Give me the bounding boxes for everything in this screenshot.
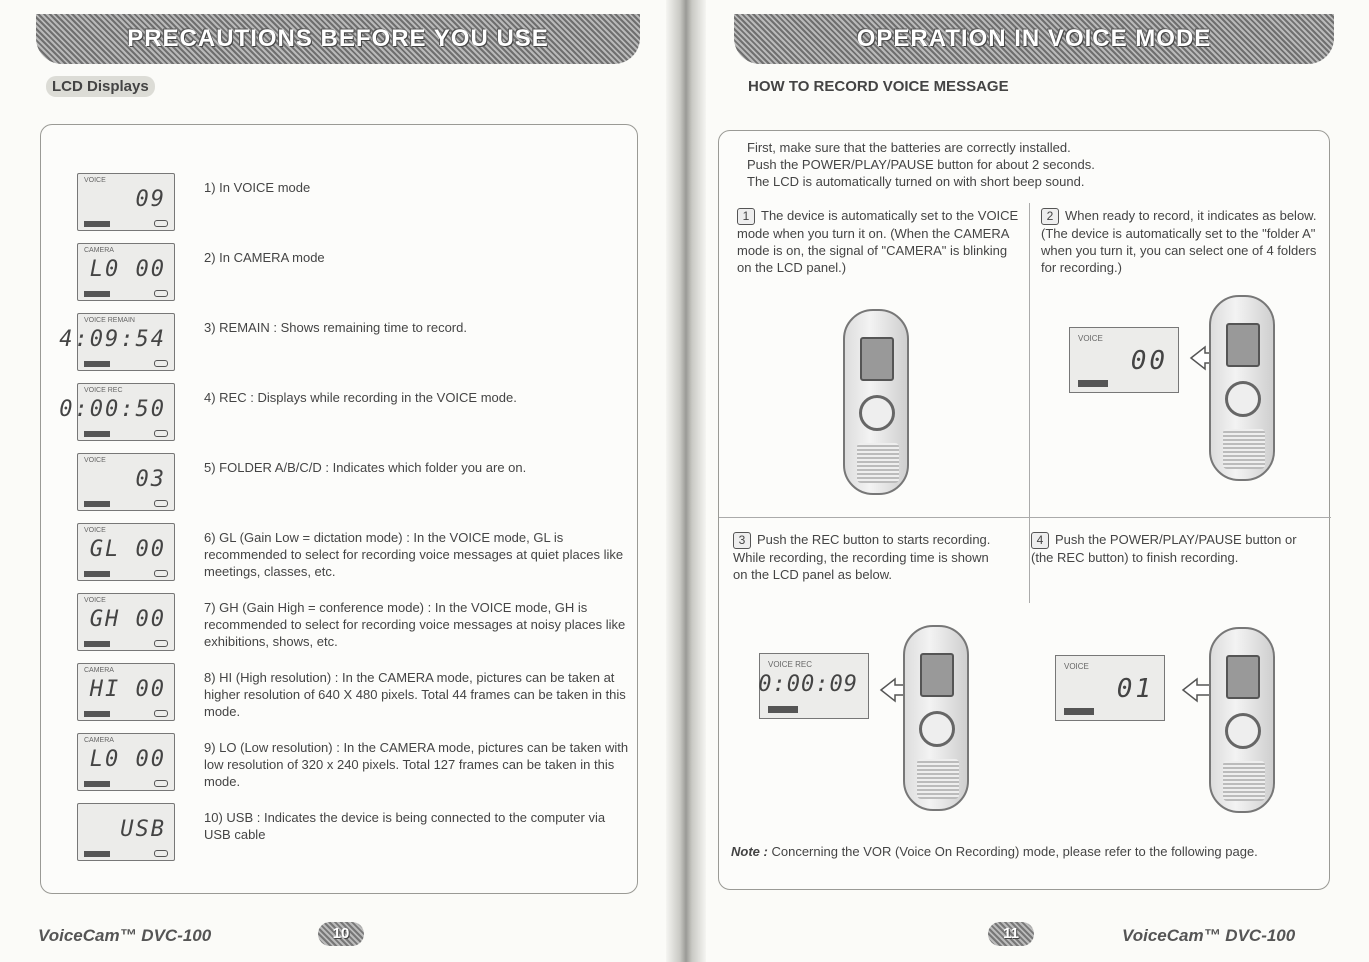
step-4-lcd	[1055, 655, 1165, 721]
device-speaker-grill	[1223, 429, 1265, 469]
lcd-folder-indicator	[84, 711, 110, 717]
lcd-display-icon	[77, 243, 175, 301]
step-3-lcd	[759, 653, 869, 719]
lcd-description: 10) USB : Indicates the device is being connected to the computer via USB cable	[204, 810, 606, 842]
lcd-folder-indicator	[84, 571, 110, 577]
right-page-number: 11	[988, 922, 1034, 946]
lcd-gain-indicator	[154, 640, 168, 647]
lcd-folder-indicator	[84, 361, 110, 367]
lcd-folder-indicator	[84, 781, 110, 787]
lcd-mode-label: VOICE	[84, 597, 106, 604]
lcd-description: 4) REC : Displays while recording in the VOICE mode.	[204, 390, 517, 405]
lcd-gain-indicator	[154, 360, 168, 367]
note-label: Note :	[731, 844, 768, 859]
lcd-list-box	[40, 124, 638, 894]
lcd-display-icon	[77, 173, 175, 231]
left-banner	[36, 14, 640, 64]
step-3-text: Push the REC button to starts recording. While recording, the recording time is shown on the LCD panel as below.	[733, 532, 991, 582]
lcd-displays-heading: LCD Displays	[46, 76, 155, 97]
lcd-digits: USB	[120, 817, 166, 842]
lcd-folder-indicator	[84, 501, 110, 507]
lcd-display-icon	[59, 383, 175, 441]
lcd-mode-label: VOICE	[84, 457, 106, 464]
step-3-number: 3	[733, 532, 751, 549]
step-3-lcd-digits: 0:00:09	[758, 672, 858, 697]
lcd-display-icon	[77, 453, 175, 511]
lcd-display-item	[41, 593, 641, 655]
lcd-digits: HI 00	[89, 677, 166, 702]
lcd-mode-label: CAMERA	[84, 737, 114, 744]
note	[731, 843, 1311, 860]
lcd-digits: GH 00	[89, 607, 166, 632]
lcd-display-item	[41, 173, 641, 235]
lcd-display-item	[41, 663, 641, 725]
note-text: Concerning the VOR (Voice On Recording) mode, please refer to the following page.	[771, 844, 1258, 859]
device-screen	[920, 653, 954, 697]
lcd-display-icon	[77, 803, 175, 861]
lcd-gain-indicator	[154, 290, 168, 297]
step-3-lcd-label: VOICE REC	[768, 660, 813, 669]
lcd-gain-indicator	[154, 570, 168, 577]
lcd-display-icon	[77, 593, 175, 651]
lcd-description: 8) HI (High resolution) : In the CAMERA mode, pictures can be taken at higher resolution of 640 X 480 pixels. Total 44 frames can be taken in this mode.	[204, 670, 626, 719]
lcd-gain-indicator	[154, 500, 168, 507]
step-4-number: 4	[1031, 532, 1049, 549]
device-screen	[860, 337, 894, 381]
lcd-digits: 03	[135, 467, 166, 492]
device-control-wheel	[1225, 713, 1261, 749]
lcd-mode-label: CAMERA	[84, 247, 114, 254]
lcd-display-item	[41, 453, 641, 515]
lcd-mode-label: VOICE REC	[84, 387, 123, 394]
left-brand: VoiceCam™ DVC-100	[38, 926, 212, 945]
lcd-gain-indicator	[154, 780, 168, 787]
lcd-folder-indicator	[84, 291, 110, 297]
device-speaker-grill	[857, 443, 899, 483]
lcd-mode-label: VOICE	[84, 177, 106, 184]
lcd-mode-label: VOICE REMAIN	[84, 317, 135, 324]
lcd-digits: GL 00	[89, 537, 166, 562]
step-2-lcd	[1069, 327, 1179, 393]
right-banner-title: OPERATION IN VOICE MODE	[856, 25, 1212, 52]
intro-line-2: Push the POWER/PLAY/PAUSE button for about 2 seconds.	[747, 157, 1095, 172]
lcd-digits: 4:09:54	[59, 327, 166, 352]
intro-line-3: The LCD is automatically turned on with short beep sound.	[747, 174, 1085, 189]
intro-line-1: First, make sure that the batteries are correctly installed.	[747, 140, 1071, 155]
left-banner-title: PRECAUTIONS BEFORE YOU USE	[127, 25, 549, 52]
record-voice-heading: HOW TO RECORD VOICE MESSAGE	[748, 78, 1009, 95]
left-page	[0, 0, 680, 962]
device-control-wheel	[919, 711, 955, 747]
lcd-digits: L0 00	[89, 257, 166, 282]
lcd-display-item	[41, 243, 641, 305]
lcd-display-icon	[59, 313, 175, 371]
lcd-digits: L0 00	[89, 747, 166, 772]
lcd-mode-label: VOICE	[84, 527, 106, 534]
left-page-number: 10	[318, 922, 364, 946]
lcd-display-item	[41, 313, 641, 375]
device-screen	[1226, 655, 1260, 699]
lcd-description: 1) In VOICE mode	[204, 180, 311, 195]
device-speaker-grill	[1223, 761, 1265, 801]
lcd-description: 6) GL (Gain Low = dictation mode) : In the VOICE mode, GL is recommended to select for recording voice messages at quiet places like meetings, classes, etc.	[204, 530, 624, 579]
lcd-description: 5) FOLDER A/B/C/D : Indicates which folder you are on.	[204, 460, 527, 475]
step-divider-vertical	[1029, 203, 1030, 603]
device-control-wheel	[859, 395, 895, 431]
folder-indicator	[1064, 708, 1094, 715]
device-control-wheel	[1225, 381, 1261, 417]
lcd-description: 2) In CAMERA mode	[204, 250, 325, 265]
intro-text	[747, 139, 1307, 190]
lcd-folder-indicator	[84, 221, 110, 227]
lcd-display-item	[41, 733, 641, 795]
lcd-gain-indicator	[154, 710, 168, 717]
right-banner	[734, 14, 1334, 64]
lcd-folder-indicator	[84, 851, 110, 857]
instructions-box	[718, 130, 1330, 890]
lcd-display-item	[41, 383, 641, 445]
lcd-description: 9) LO (Low resolution) : In the CAMERA mode, pictures can be taken with low resolution of 320 x 240 pixels. Total 127 frames can be taken in this mode.	[204, 740, 629, 789]
folder-indicator	[1078, 380, 1108, 387]
step-4-lcd-digits: 01	[1116, 674, 1154, 704]
step-2-text: When ready to record, it indicates as below. (The device is automatically set to the "folder A" when you turn it, you can select one of 4 folders for recording.)	[1041, 208, 1317, 275]
device-screen	[1226, 323, 1260, 367]
lcd-folder-indicator	[84, 431, 110, 437]
lcd-digits: 0:00:50	[59, 397, 166, 422]
step-2-lcd-label: VOICE	[1078, 334, 1103, 343]
lcd-gain-indicator	[154, 220, 168, 227]
lcd-digits: 09	[135, 187, 166, 212]
lcd-display-icon	[77, 733, 175, 791]
lcd-description: 3) REMAIN : Shows remaining time to record.	[204, 320, 467, 335]
device-illustration-4	[1209, 627, 1275, 813]
step-2-lcd-digits: 00	[1130, 346, 1168, 376]
step-4	[1031, 531, 1311, 566]
lcd-display-icon	[77, 663, 175, 721]
step-1-number: 1	[737, 208, 755, 225]
right-page	[700, 0, 1369, 962]
lcd-description: 7) GH (Gain High = conference mode) : In the VOICE mode, GH is recommended to select for recording voice messages at noisy places like exhibitions, shows, etc.	[204, 600, 626, 649]
step-2	[1041, 207, 1319, 276]
device-illustration-3	[903, 625, 969, 811]
lcd-mode-label: CAMERA	[84, 667, 114, 674]
folder-indicator	[768, 706, 798, 713]
step-1	[737, 207, 1025, 276]
step-2-number: 2	[1041, 208, 1059, 225]
lcd-display-item	[41, 523, 641, 585]
step-4-text: Push the POWER/PLAY/PAUSE button or (the REC button) to finish recording.	[1031, 532, 1297, 565]
lcd-gain-indicator	[154, 850, 168, 857]
step-4-lcd-label: VOICE	[1064, 662, 1089, 671]
lcd-folder-indicator	[84, 641, 110, 647]
lcd-display-item	[41, 803, 641, 865]
right-brand: VoiceCam™ DVC-100	[1122, 926, 1296, 945]
device-illustration-2	[1209, 295, 1275, 481]
step-1-text: The device is automatically set to the VOICE mode when you turn it on. (When the CAMERA mode is on, the signal of "CAMERA" is blinking on the LCD panel.)	[737, 208, 1019, 275]
lcd-gain-indicator	[154, 430, 168, 437]
step-3	[733, 531, 1003, 583]
lcd-display-icon	[77, 523, 175, 581]
device-illustration-1	[843, 309, 909, 495]
step-divider-horizontal	[719, 517, 1331, 518]
device-speaker-grill	[917, 759, 959, 799]
